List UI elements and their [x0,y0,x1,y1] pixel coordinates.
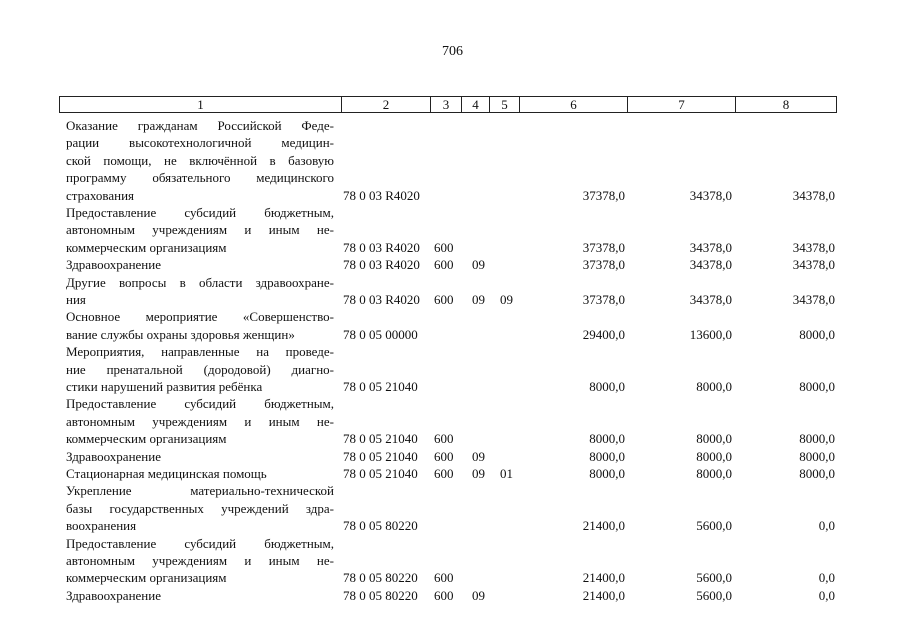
cell-target-article-code: 78 0 05 00000 [343,326,418,342]
cell-amount-col6: 29400,0 [582,326,625,342]
row-description [66,204,334,256]
cell-expense-type: 600 [434,465,454,481]
table-row [0,204,905,256]
description-line: Здравоохранение [66,448,161,464]
description-line: ской помощи, не включённой в базовую [66,152,334,168]
cell-target-article-code: 78 0 05 21040 [343,448,418,464]
cell-target-article-code: 78 0 05 80220 [343,587,418,603]
cell-section: 09 [472,587,485,603]
cell-expense-type: 600 [434,431,454,447]
header-col-7: 7 [628,97,736,112]
cell-amount-col7: 34378,0 [689,257,732,273]
description-line: коммерческим организациям [66,570,227,586]
cell-section: 09 [472,291,485,307]
page-number: 706 [442,44,463,59]
row-description [66,308,334,343]
row-description [66,587,334,604]
cell-amount-col8: 0,0 [818,587,835,603]
cell-subsection: 01 [500,465,513,481]
row-description [66,395,334,447]
description-line: ния [66,292,86,307]
description-line: Здравоохранение [66,587,161,603]
table-row [0,535,905,587]
cell-amount-col6: 8000,0 [589,378,625,394]
table-row [0,343,905,395]
cell-section: 09 [472,465,485,481]
row-description [66,448,334,465]
cell-amount-col7: 13600,0 [689,326,732,342]
header-col-4: 4 [462,97,490,112]
header-col-6: 6 [520,97,628,112]
description-line: автономным учреждениям и иным не- [66,413,334,429]
description-line: рации высокотехнологичной медицин- [66,135,334,151]
description-line: Предоставление субсидий бюджетным, [66,535,334,551]
description-line: страхования [66,187,135,203]
cell-amount-col6: 8000,0 [589,448,625,464]
description-line: Другие вопросы в области здравоохране- [66,274,334,290]
row-description [66,117,334,204]
cell-amount-col7: 8000,0 [696,465,732,481]
cell-amount-col8: 8000,0 [799,448,835,464]
cell-amount-col7: 34378,0 [689,187,732,203]
cell-amount-col6: 37378,0 [582,239,625,255]
cell-expense-type: 600 [434,587,454,603]
cell-amount-col7: 8000,0 [696,378,732,394]
cell-amount-col8: 0,0 [818,518,835,534]
description-line: Предоставление субсидий бюджетным, [66,396,334,412]
table-row [0,448,905,465]
cell-amount-col7: 8000,0 [696,431,732,447]
row-description [66,256,334,273]
cell-amount-col6: 8000,0 [589,431,625,447]
description-line: Здравоохранение [66,257,161,273]
header-col-5: 5 [490,97,520,112]
cell-target-article-code: 78 0 03 R4020 [343,291,420,307]
cell-amount-col6: 37378,0 [582,187,625,203]
cell-target-article-code: 78 0 05 80220 [343,518,418,534]
description-line: Укрепление материально-технической [66,483,334,499]
header-col-8: 8 [782,97,790,112]
description-line: Оказание гражданам Российской Феде- [66,118,334,133]
description-line: Предоставление субсидий бюджетным, [66,205,334,220]
cell-amount-col8: 34378,0 [792,291,835,307]
row-description [66,343,334,395]
cell-amount-col6: 21400,0 [582,570,625,586]
cell-amount-col7: 5600,0 [696,570,732,586]
cell-expense-type: 600 [434,291,454,307]
header-col-1: 1 [60,97,342,112]
description-line: автономным учреждениям и иным не- [66,553,334,568]
description-line: программу обязательного медицинского [66,170,334,186]
description-line: Стационарная медицинская помощь [66,466,267,481]
cell-expense-type: 600 [434,570,454,586]
cell-target-article-code: 78 0 03 R4020 [343,239,420,255]
description-line: воохранения [66,518,137,534]
cell-expense-type: 600 [434,239,454,255]
cell-target-article-code: 78 0 05 21040 [343,465,418,481]
cell-amount-col6: 37378,0 [582,291,625,307]
cell-amount-col8: 8000,0 [799,326,835,342]
cell-amount-col7: 34378,0 [689,291,732,307]
cell-section: 09 [472,448,485,464]
cell-amount-col7: 34378,0 [689,239,732,255]
description-line: Основное мероприятие «Совершенство- [66,309,334,325]
cell-amount-col6: 21400,0 [582,587,625,603]
table-row [0,117,905,204]
header-col-2: 2 [342,97,431,112]
cell-amount-col6: 8000,0 [589,465,625,481]
cell-amount-col8: 34378,0 [792,187,835,203]
cell-amount-col6: 37378,0 [582,257,625,273]
cell-target-article-code: 78 0 05 80220 [343,570,418,586]
table-row [0,465,905,482]
table-row [0,308,905,343]
description-line: стики нарушений развития ребёнка [66,379,263,394]
description-line: коммерческим организациям [66,431,227,447]
cell-target-article-code: 78 0 05 21040 [343,431,418,447]
description-line: автономным учреждениям и иным не- [66,222,334,238]
cell-expense-type: 600 [434,448,454,464]
table-row [0,587,905,604]
cell-section: 09 [472,257,485,273]
table-row [0,256,905,273]
cell-amount-col8: 8000,0 [799,378,835,394]
cell-expense-type: 600 [434,257,454,273]
table-row [0,395,905,447]
cell-subsection: 09 [500,291,513,307]
description-line: базы государственных учреждений здра- [66,500,334,516]
cell-amount-col6: 21400,0 [582,518,625,534]
row-description [66,482,334,534]
description-line: вание службы охраны здоровья женщин» [66,326,295,342]
cell-amount-col8: 34378,0 [792,239,835,255]
cell-target-article-code: 78 0 03 R4020 [343,187,420,203]
cell-amount-col7: 5600,0 [696,518,732,534]
description-line: Мероприятия, направленные на проведе- [66,344,334,360]
row-description [66,274,334,309]
description-line: ние пренатальной (дородовой) диагно- [66,361,334,377]
description-line: коммерческим организациям [66,239,227,255]
cell-amount-col7: 5600,0 [696,587,732,603]
row-description [66,535,334,587]
cell-amount-col8: 0,0 [818,570,835,586]
table-row [0,274,905,309]
cell-amount-col7: 8000,0 [696,448,732,464]
table-header [59,96,837,113]
cell-target-article-code: 78 0 03 R4020 [343,257,420,273]
cell-target-article-code: 78 0 05 21040 [343,378,418,394]
cell-amount-col8: 34378,0 [792,257,835,273]
header-col-3: 3 [431,97,462,112]
cell-amount-col8: 8000,0 [799,465,835,481]
row-description [66,465,334,482]
table-row [0,482,905,534]
cell-amount-col8: 8000,0 [799,431,835,447]
